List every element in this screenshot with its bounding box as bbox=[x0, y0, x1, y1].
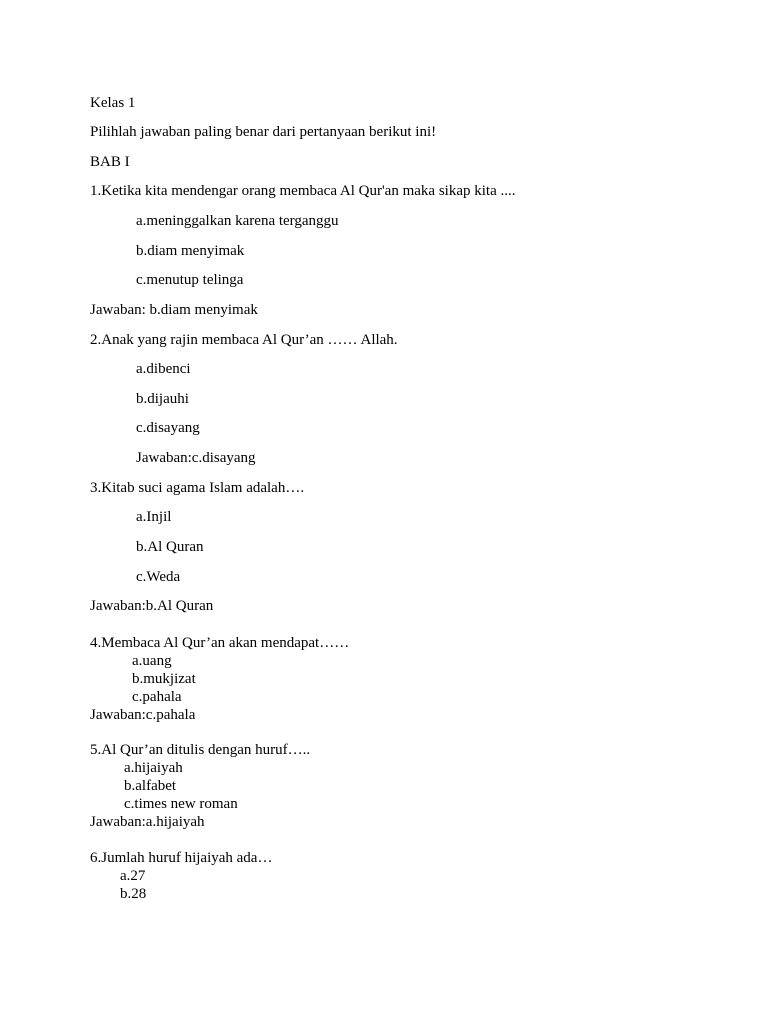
answer-text: Jawaban:b.Al Quran bbox=[90, 598, 214, 614]
answer-text: Jawaban:a.hijaiyah bbox=[90, 814, 205, 830]
answer-text: Jawaban: b.diam menyimak bbox=[90, 302, 258, 318]
option-item: b.Al Quran bbox=[136, 539, 204, 555]
option-item: c.disayang bbox=[136, 420, 200, 436]
option-item: b.28 bbox=[120, 886, 147, 902]
question-text: 3.Kitab suci agama Islam adalah…. bbox=[90, 480, 305, 496]
question-text: 4.Membaca Al Qur’an akan mendapat…… bbox=[90, 635, 350, 651]
chapter-heading: BAB I bbox=[90, 154, 130, 170]
option-item: b.dijauhi bbox=[136, 391, 189, 407]
question-text: 6.Jumlah huruf hijaiyah ada… bbox=[90, 850, 273, 866]
class-label: Kelas 1 bbox=[90, 95, 136, 111]
option-item: b.diam menyimak bbox=[136, 243, 245, 259]
option-item: a.27 bbox=[120, 868, 146, 884]
option-item: a.uang bbox=[132, 653, 172, 669]
instruction-text: Pilihlah jawaban paling benar dari pertanyaan berikut ini! bbox=[90, 124, 437, 140]
option-item: a.dibenci bbox=[136, 361, 191, 377]
option-item: a.meninggalkan karena terganggu bbox=[136, 213, 339, 229]
question-text: 1.Ketika kita mendengar orang membaca Al Qur'an maka sikap kita .... bbox=[90, 183, 516, 199]
option-item: c.menutup telinga bbox=[136, 272, 244, 288]
question-text: 5.Al Qur’an ditulis dengan huruf….. bbox=[90, 742, 311, 758]
option-item: c.pahala bbox=[132, 689, 182, 705]
answer-text: Jawaban:c.disayang bbox=[136, 450, 256, 466]
option-item: b.mukjizat bbox=[132, 671, 196, 687]
answer-text: Jawaban:c.pahala bbox=[90, 707, 196, 723]
option-item: a.Injil bbox=[136, 509, 172, 525]
question-text: 2.Anak yang rajin membaca Al Qur’an …… Allah. bbox=[90, 332, 398, 348]
option-item: a.hijaiyah bbox=[124, 760, 183, 776]
option-item: c.Weda bbox=[136, 569, 181, 585]
option-item: c.times new roman bbox=[124, 796, 238, 812]
option-item: b.alfabet bbox=[124, 778, 177, 794]
